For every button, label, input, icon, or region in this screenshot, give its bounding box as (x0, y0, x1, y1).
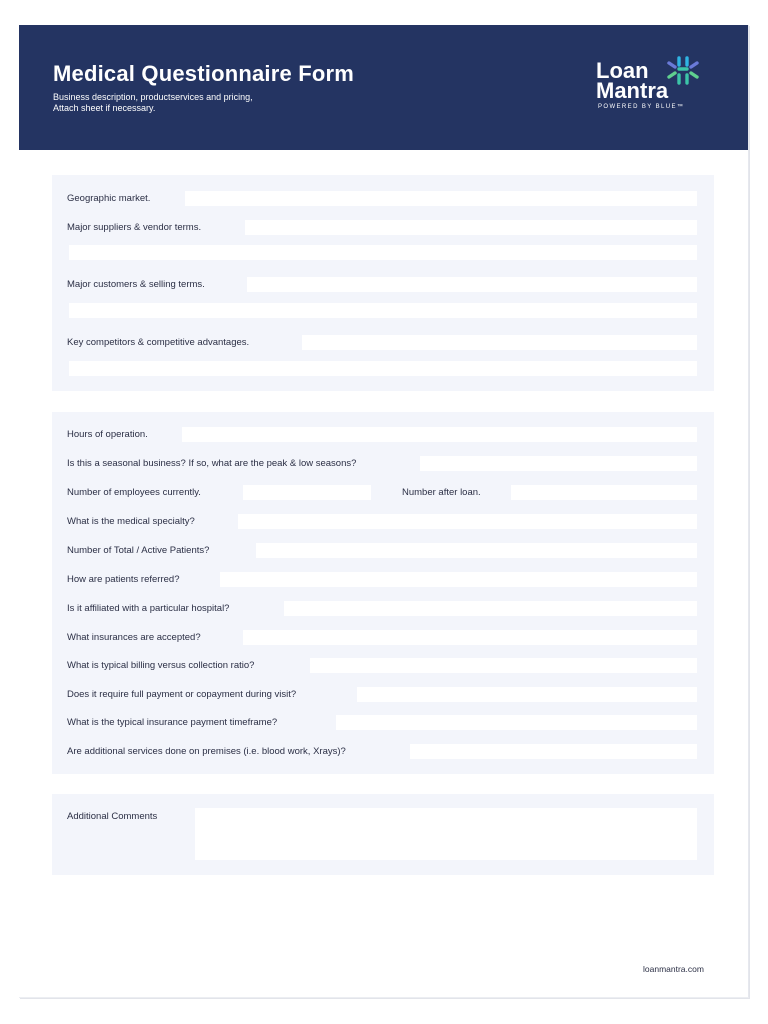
major-suppliers-input[interactable] (245, 220, 697, 235)
insurances-input[interactable] (243, 630, 697, 645)
referred-input[interactable] (220, 572, 697, 587)
operations-section (52, 412, 714, 774)
form-subtitle-line-2: Attach sheet if necessary. (53, 103, 156, 113)
business-section (52, 175, 714, 391)
geographic-market-input[interactable] (185, 191, 697, 206)
seasonal-label: Is this a seasonal business? If so, what are the peak & low seasons? (67, 458, 357, 469)
payment-label: Does it require full payment or copayment during visit? (67, 689, 297, 700)
referred-label: How are patients referred? (67, 574, 180, 585)
major-suppliers-label: Major suppliers & vendor terms. (67, 222, 202, 233)
additional-services-label: Are additional services done on premises (i.e. blood work, Xrays)? (67, 746, 346, 757)
timeframe-input[interactable] (336, 715, 697, 730)
timeframe-label: What is the typical insurance payment timeframe? (67, 717, 278, 728)
billing-input[interactable] (310, 658, 697, 673)
key-competitors-input[interactable] (302, 335, 697, 350)
form-subtitle-line-1: Business description, productservices and pricing, (53, 92, 253, 102)
specialty-label: What is the medical specialty? (67, 516, 195, 527)
major-customers-input[interactable] (247, 277, 697, 292)
hours-label: Hours of operation. (67, 429, 148, 440)
key-competitors-input-line-2[interactable] (69, 361, 697, 376)
patients-input[interactable] (256, 543, 697, 558)
hospital-input[interactable] (284, 601, 697, 616)
logo-tagline: POWERED BY BLUE™ (598, 104, 685, 110)
employees-current-input[interactable] (243, 485, 371, 500)
additional-services-input[interactable] (410, 744, 697, 759)
major-customers-input-line-2[interactable] (69, 303, 697, 318)
patients-label: Number of Total / Active Patients? (67, 545, 210, 556)
geographic-market-label: Geographic market. (67, 193, 151, 204)
key-competitors-label: Key competitors & competitive advantages. (67, 337, 250, 348)
seasonal-input[interactable] (420, 456, 697, 471)
major-suppliers-input-line-2[interactable] (69, 245, 697, 260)
hospital-label: Is it affiliated with a particular hospital? (67, 603, 230, 614)
comments-section (52, 794, 714, 875)
form-header (19, 25, 748, 150)
billing-label: What is typical billing versus collection ratio? (67, 660, 255, 671)
insurances-label: What insurances are accepted? (67, 632, 201, 643)
employees-after-label: Number after loan. (402, 487, 481, 498)
employees-after-input[interactable] (511, 485, 697, 500)
footer-url: loanmantra.com (643, 964, 704, 974)
additional-comments-textarea[interactable] (195, 808, 697, 860)
payment-input[interactable] (357, 687, 697, 702)
logo-word-loan: Loan (596, 58, 649, 83)
form-page (19, 25, 749, 998)
employees-current-label: Number of employees currently. (67, 487, 201, 498)
loan-mantra-logo (595, 55, 705, 117)
major-customers-label: Major customers & selling terms. (67, 279, 205, 290)
specialty-input[interactable] (238, 514, 697, 529)
hours-input[interactable] (182, 427, 697, 442)
logo-word-mantra: Mantra (596, 78, 669, 103)
form-title: Medical Questionnaire Form (53, 61, 355, 86)
additional-comments-label: Additional Comments (67, 811, 158, 822)
logo-mark-icon (667, 56, 701, 86)
